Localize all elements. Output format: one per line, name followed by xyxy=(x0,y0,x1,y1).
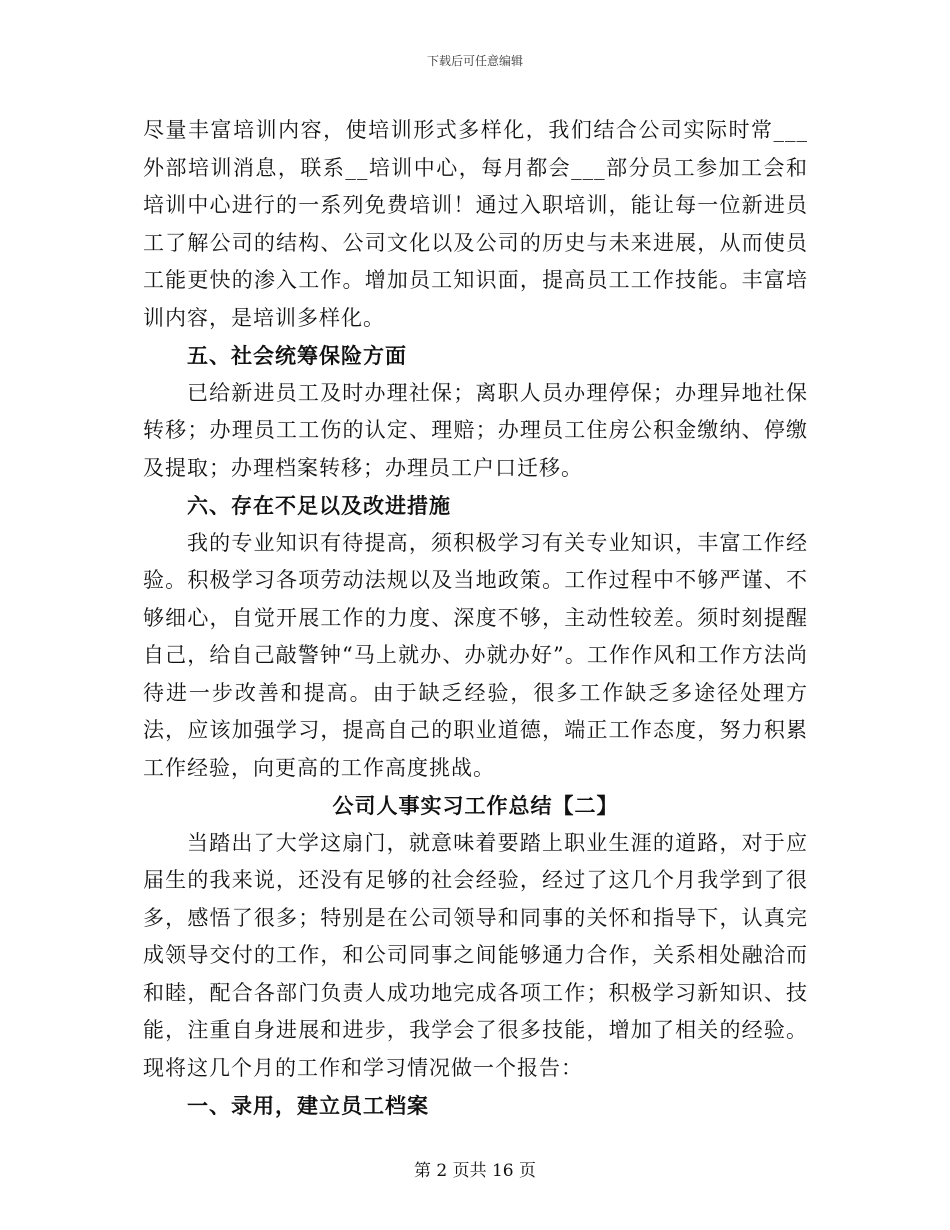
heading-shortcomings: 六、存在不足以及改进措施 xyxy=(187,493,451,518)
page-number: 第 2 页共 16 页 xyxy=(413,1161,537,1181)
paragraph-training: 尽量丰富培训内容，使培训形式多样化，我们结合公司实际时常___外部培训消息，联系__培训中心，每月都会___部分员工参加工会和培训中心进行的一系列免费培训！通过入职培训，能让每一位新进员工了解公司的结构、公司文化以及公司的历史与未来进展，从而使员工能更快的渗入工作。增加员工知识面，提高员工工作技能。丰富培训内容，是培训多样化。 xyxy=(143,118,808,330)
paragraph-introduction: 当踏出了大学这扇门，就意味着要踏上职业生涯的道路，对于应届生的我来说，还没有足够的社会经验，经过了这几个月我学到了很多，感悟了很多；特别是在公司领导和同事的关怀和指导下，认真完成领导交付的工作，和公司同事之间能够通力合作，关系相处融洽而和睦，配合各部门负责人成功地完成各项工作；积极学习新知识、技能，注重自身进展和进步，我学会了很多技能，增加了相关的经验。现将这几个月的工作和学习情况做一个报告： xyxy=(143,830,808,1080)
section-title: 公司人事实习工作总结【二】 xyxy=(332,793,619,818)
page-header: 下载后可任意编辑 xyxy=(426,54,523,68)
document-body xyxy=(143,112,808,1125)
heading-social-insurance: 五、社会统筹保险方面 xyxy=(187,343,407,368)
paragraph-shortcomings: 我的专业知识有待提高，须积极学习有关专业知识，丰富工作经验。积极学习各项劳动法规以及当地政策。工作过程中不够严谨、不够细心，自觉开展工作的力度、深度不够，主动性较差。须时刻提醒自己，给自己敲警钟“马上就办、办就办好”。工作作风和工作方法尚待进一步改善和提高。由于缺乏经验，很多工作缺乏多途径处理方法，应该加强学习，提高自己的职业道德，端正工作态度，努力积累工作经验，向更高的工作高度挑战。 xyxy=(143,530,808,780)
heading-hiring: 一、录用，建立员工档案 xyxy=(187,1093,429,1118)
paragraph-social-insurance: 已给新进员工及时办理社保；离职人员办理停保；办理异地社保转移；办理员工工伤的认定、理赔；办理员工住房公积金缴纳、停缴及提取；办理档案转移；办理员工户口迁移。 xyxy=(143,380,808,480)
